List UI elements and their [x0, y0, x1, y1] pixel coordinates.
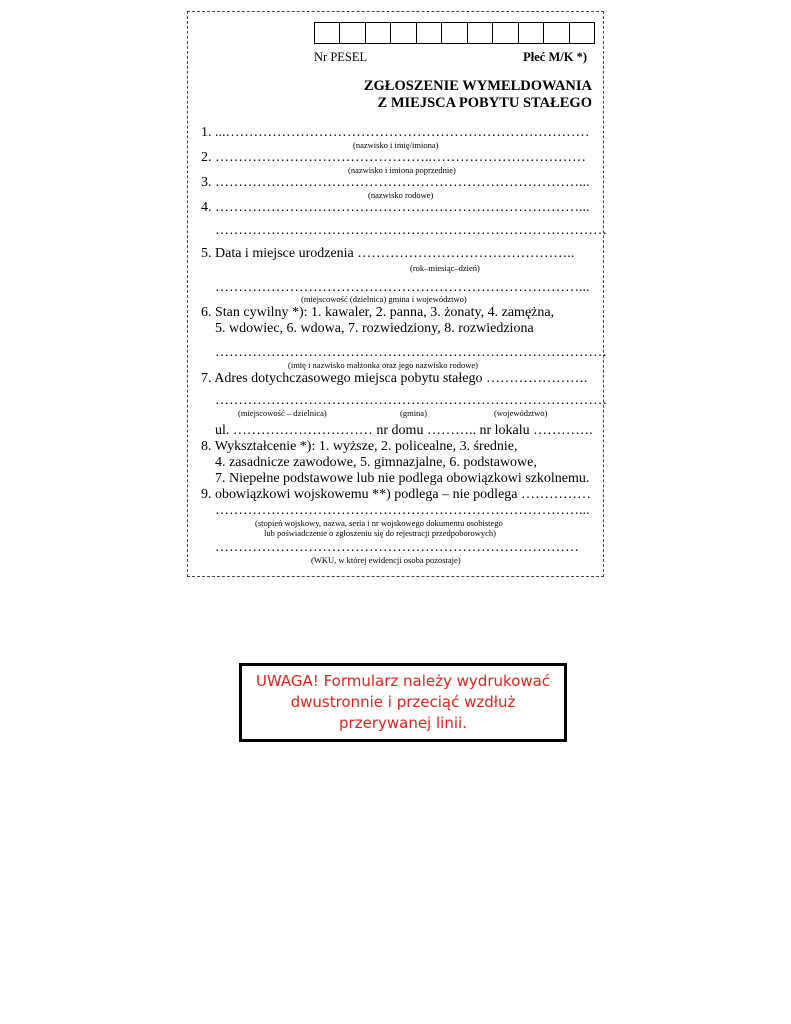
field-9-wku-line: ……………………………………………………………………	[215, 540, 579, 555]
field-8-line: 8. Wykształcenie *): 1. wyższe, 2. policealne, 3. średnie,	[201, 439, 518, 454]
field-7-commune-caption: (gmina)	[400, 408, 427, 418]
field-7-address-line: …………………………………………………………………………	[215, 393, 607, 408]
field-5-line: 5. Data i miejsce urodzenia ………………………………………..	[201, 246, 575, 261]
field-7-province-caption: (województwo)	[494, 408, 548, 418]
field-7-line: 7. Adres dotychczasowego miejsca pobytu stałego ………………….	[201, 371, 588, 386]
pesel-digit-box[interactable]	[442, 23, 467, 43]
pesel-digit-box[interactable]	[493, 23, 518, 43]
form-title-line2: Z MIEJSCA POBYTU STAŁEGO	[377, 95, 592, 111]
field-9-wku-caption: (WKU, w której ewidencji osoba pozostaje)	[311, 555, 461, 565]
field-8-options-line3: 7. Niepełne podstawowe lub nie podlega obowiązkowi szkolnemu.	[215, 471, 590, 486]
field-1-caption: (nazwisko i imię/imiona)	[353, 140, 439, 150]
field-9-document-caption-1: (stopień wojskowy, nazwa, seria i nr wojskowego dokumentu osobistego	[255, 518, 503, 528]
field-4-continuation: …………………………………………………………………………	[215, 223, 607, 238]
field-8-options-line2: 4. zasadnicze zawodowe, 5. gimnazjalne, 6. podstawowe,	[215, 455, 537, 470]
field-4-line: 4. ……………………………………………………………………...	[201, 200, 590, 215]
pesel-digit-box[interactable]	[417, 23, 442, 43]
field-7-street-line: ul. ………………………… nr domu ……….. nr lokalu ………….	[215, 423, 593, 438]
pesel-label: Nr PESEL	[314, 50, 368, 64]
print-warning-box	[239, 663, 567, 742]
field-2-line: 2. ………………………………………..……………………………	[201, 150, 586, 165]
pesel-digit-box[interactable]	[366, 23, 391, 43]
pesel-digit-box[interactable]	[391, 23, 416, 43]
pesel-digit-box[interactable]	[468, 23, 493, 43]
pesel-digit-box[interactable]	[519, 23, 544, 43]
field-6-options: 5. wdowiec, 6. wdowa, 7. rozwiedziony, 8. rozwiedziona	[215, 321, 534, 336]
field-9-line: 9. obowiązkowi wojskowemu **) podlega – nie podlega ……………	[201, 487, 591, 502]
field-7-locality-caption: (miejscowość – dzielnica)	[238, 408, 327, 418]
field-3-caption: (nazwisko rodowe)	[368, 190, 434, 200]
warning-line-1: UWAGA! Formularz należy wydrukować	[255, 672, 551, 690]
pesel-digit-box[interactable]	[570, 23, 594, 43]
pesel-boxes[interactable]	[314, 22, 595, 44]
field-5-date-caption: (rok–miesiąc–dzień)	[410, 263, 480, 273]
pesel-digit-box[interactable]	[544, 23, 569, 43]
warning-line-3: przerywanej linii.	[339, 714, 467, 732]
field-9-document-caption-2: lub poświadczenie o zgłoszeniu się do rejestracji przedpoborowych)	[264, 528, 497, 538]
field-5-place-caption: (miejscowość (dzielnica) gmina i województwo)	[301, 294, 467, 304]
pesel-digit-box[interactable]	[315, 23, 340, 43]
field-6-spouse-caption: (imię i nazwisko małżonka oraz jego nazwisko rodowe)	[288, 360, 479, 370]
warning-line-2: dwustronnie i przeciąć wzdłuż	[290, 693, 516, 711]
field-5-place-line: ……………………………………………………………………...	[215, 280, 590, 295]
form-title-line1: ZGŁOSZENIE WYMELDOWANIA	[363, 78, 592, 94]
field-2-caption: (nazwisko i imiona poprzednie)	[348, 165, 456, 175]
registration-form	[187, 11, 607, 577]
field-9-document-line: ……………………………………………………………………...	[215, 503, 590, 518]
gender-label: Płeć M/K *)	[523, 50, 587, 64]
pesel-digit-box[interactable]	[340, 23, 365, 43]
field-6-line: 6. Stan cywilny *): 1. kawaler, 2. panna, 3. żonaty, 4. zamężna,	[201, 305, 555, 320]
field-3-line: 3. ……………………………………………………………………...	[201, 175, 590, 190]
field-6-spouse-line: …………………………………………………………………………	[215, 345, 607, 360]
field-1-line: 1. ...……………………………………………………………………	[201, 125, 590, 140]
